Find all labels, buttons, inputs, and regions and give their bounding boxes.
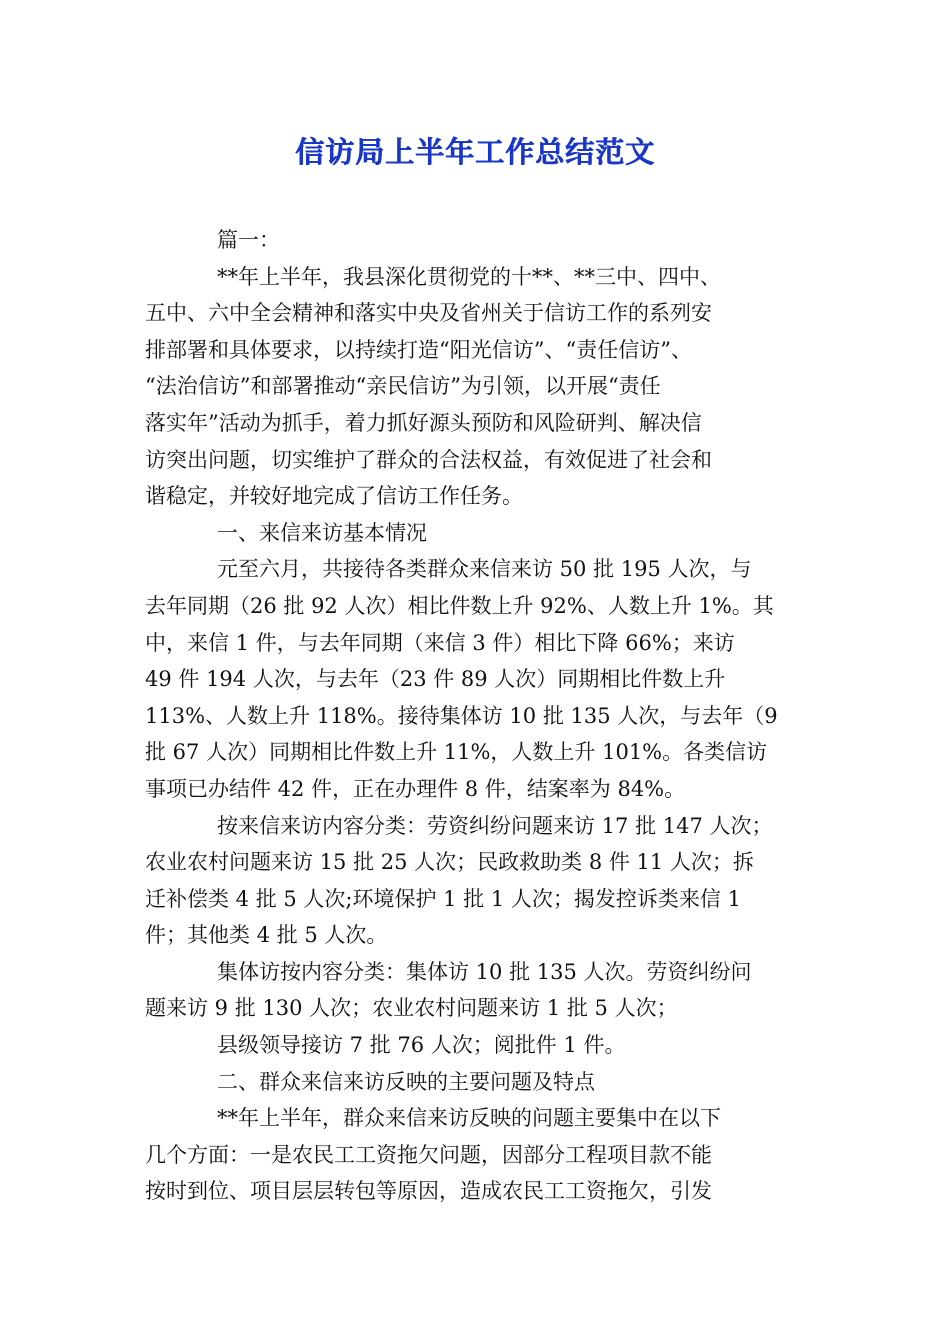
text-line: 县级领导接访 7 批 76 人次；阅批件 1 件。: [217, 1033, 626, 1058]
text-line: 几个方面：一是农民工工资拖欠问题，因部分工程项目款不能: [145, 1142, 712, 1167]
document-body: [145, 222, 810, 1210]
text-line: “法治信访”和部署推动“亲民信访”为引领，以开展“责任: [145, 374, 661, 399]
text-line: 49 件 194 人次，与去年（23 件 89 人次）同期相比件数上升: [145, 667, 726, 692]
text-line: **年上半年，群众来信来访反映的问题主要集中在以下: [217, 1106, 721, 1131]
text-line: 访突出问题，切实维护了群众的合法权益，有效促进了社会和: [145, 447, 712, 472]
text-line: 113%、人数上升 118%。接待集体访 10 批 135 人次，与去年（9: [145, 703, 778, 728]
text-line: **年上半年，我县深化贯彻党的十**、**三中、四中、: [217, 264, 721, 289]
text-line: 按来信来访内容分类：劳资纠纷问题来访 17 批 147 人次；: [217, 813, 773, 838]
text-line: 批 67 人次）同期相比件数上升 11%，人数上升 101%。各类信访: [145, 740, 768, 765]
text-line: 农业农村问题来访 15 批 25 人次；民政救助类 8 件 11 人次；拆: [145, 850, 754, 875]
text-line: 落实年”活动为抓手，着力抓好源头预防和风险研判、解决信: [145, 410, 702, 435]
text-line: 按时到位、项目层层转包等原因，造成农民工工资拖欠，引发: [145, 1179, 712, 1204]
text-line: 排部署和具体要求，以持续打造“阳光信访”、“责任信访”、: [145, 337, 692, 362]
text-line: 题来访 9 批 130 人次；农业农村问题来访 1 批 5 人次；: [145, 996, 678, 1021]
text-line: 迁补偿类 4 批 5 人次;环境保护 1 批 1 人次；揭发控诉类来信 1: [145, 886, 741, 911]
text-line: 篇一：: [217, 228, 280, 252]
text-line: 中，来信 1 件，与去年同期（来信 3 件）相比下降 66%；来访: [145, 630, 735, 655]
text-line: 谐稳定，并较好地完成了信访工作任务。: [145, 484, 523, 509]
text-line: 集体访按内容分类：集体访 10 批 135 人次。劳资纠纷问: [217, 959, 752, 984]
text-line: 五中、六中全会精神和落实中央及省州关于信访工作的系列安: [145, 301, 712, 326]
text-line: 去年同期（26 批 92 人次）相比件数上升 92%、人数上升 1%。其: [145, 593, 774, 618]
text-line: 一、来信来访基本情况: [217, 520, 427, 545]
text-line: 元至六月，共接待各类群众来信来访 50 批 195 人次，与: [217, 557, 752, 582]
text-line: 二、群众来信来访反映的主要问题及特点: [217, 1069, 595, 1094]
text-line: 件；其他类 4 批 5 人次。: [145, 923, 388, 948]
text-line: 事项已办结件 42 件，正在办理件 8 件，结案率为 84%。: [145, 776, 686, 801]
document-title: 信访局上半年工作总结范文: [294, 135, 655, 169]
